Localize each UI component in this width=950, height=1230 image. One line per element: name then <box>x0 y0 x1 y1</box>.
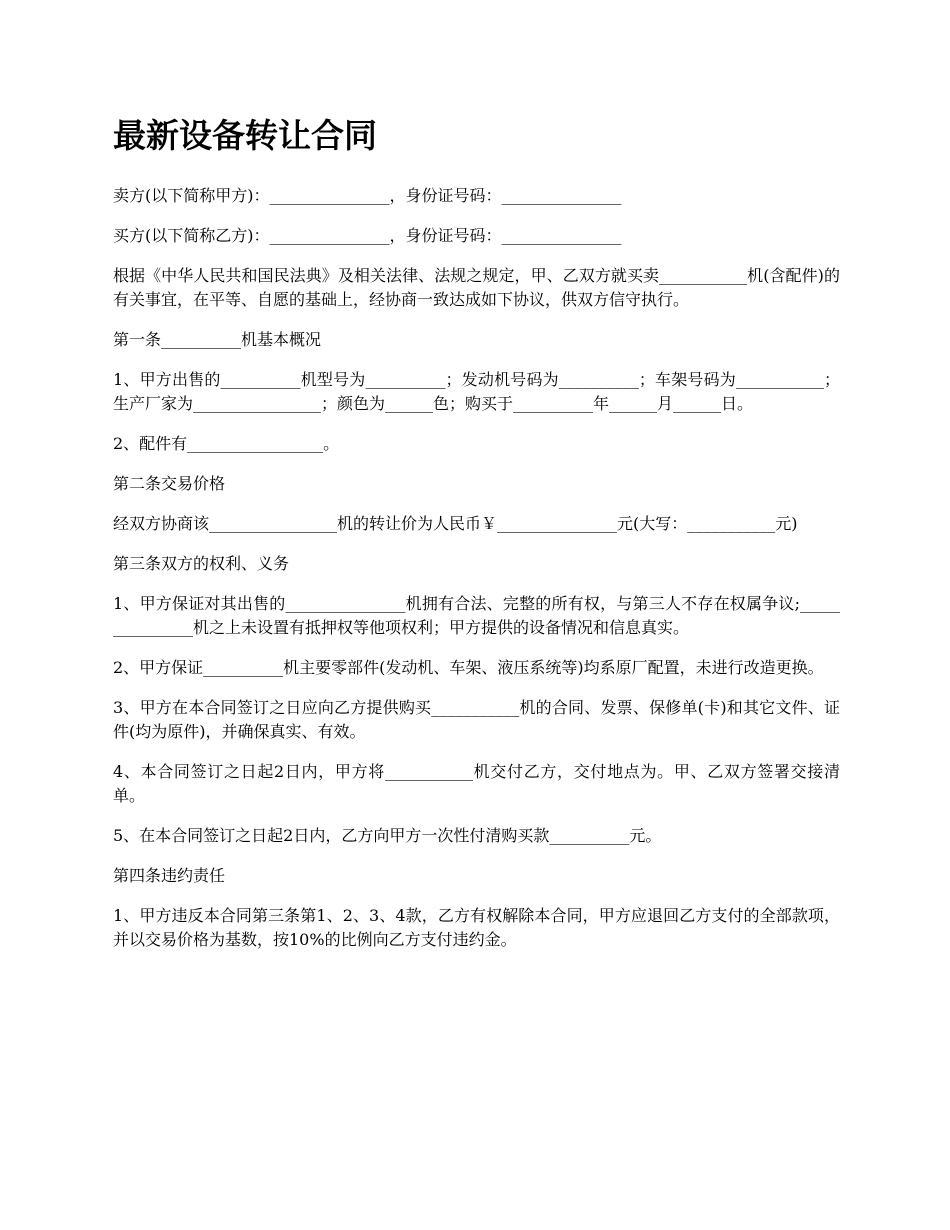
article-1-clause-2: 2、配件有_________________。 <box>113 434 340 453</box>
document-title: 最新设备转让合同 <box>113 116 377 155</box>
article-4-heading: 第四条违约责任 <box>113 866 226 885</box>
article-1-clause-1: 1、甲方出售的__________机型号为__________；发动机号码为__________；车架号码为___________；生产厂家为________________；颜色为______色；购买于__________年______月______日。 <box>113 370 840 413</box>
article-2-heading: 第二条交易价格 <box>113 474 226 493</box>
article-3-clause-2: 2、甲方保证__________机主要零部件(发动机、车架、液压系统等)均系原厂配置，未进行改造更换。 <box>113 658 824 677</box>
article-3-clause-4: 4、本合同签订之日起2日内，甲方将___________机交付乙方，交付地点为。甲、乙双方签署交接清单。 <box>113 762 840 805</box>
buyer-line: 买方(以下简称乙方)：_______________，身份证号码：_______________ <box>113 226 622 245</box>
preamble-paragraph: 根据《中华人民共和国民法典》及相关法律、法规之规定，甲、乙双方就买卖___________机(含配件)的有关事宜，在平等、自愿的基础上，经协商一致达成如下协议，供双方信守执行。 <box>113 266 840 309</box>
article-3-clause-3: 3、甲方在本合同签订之日应向乙方提供购买___________机的合同、发票、保修单(卡)和其它文件、证件(均为原件)，并确保真实、有效。 <box>113 698 840 741</box>
seller-line: 卖方(以下简称甲方)：_______________，身份证号码：_______________ <box>113 186 622 205</box>
contract-page <box>113 110 840 968</box>
article-3-heading: 第三条双方的权利、义务 <box>113 554 290 573</box>
article-3-clause-5: 5、在本合同签订之日起2日内，乙方向甲方一次性付清购买款__________元。 <box>113 826 662 845</box>
article-4-clause-1: 1、甲方违反本合同第三条第1、2、3、4款，乙方有权解除本合同，甲方应退回乙方支付的全部款项，并以交易价格为基数，按10%的比例向乙方支付违约金。 <box>113 906 840 949</box>
article-2-clause: 经双方协商该________________机的转让价为人民币￥_______________元(大写：___________元) <box>113 514 798 533</box>
article-1-heading: 第一条__________机基本概况 <box>113 330 322 349</box>
article-3-clause-1: 1、甲方保证对其出售的_______________机拥有合法、完整的所有权，与第三人不存在权属争议;_______________机之上未设置有抵押权等他项权利；甲方提供的设备情况和信息真实。 <box>113 594 840 637</box>
